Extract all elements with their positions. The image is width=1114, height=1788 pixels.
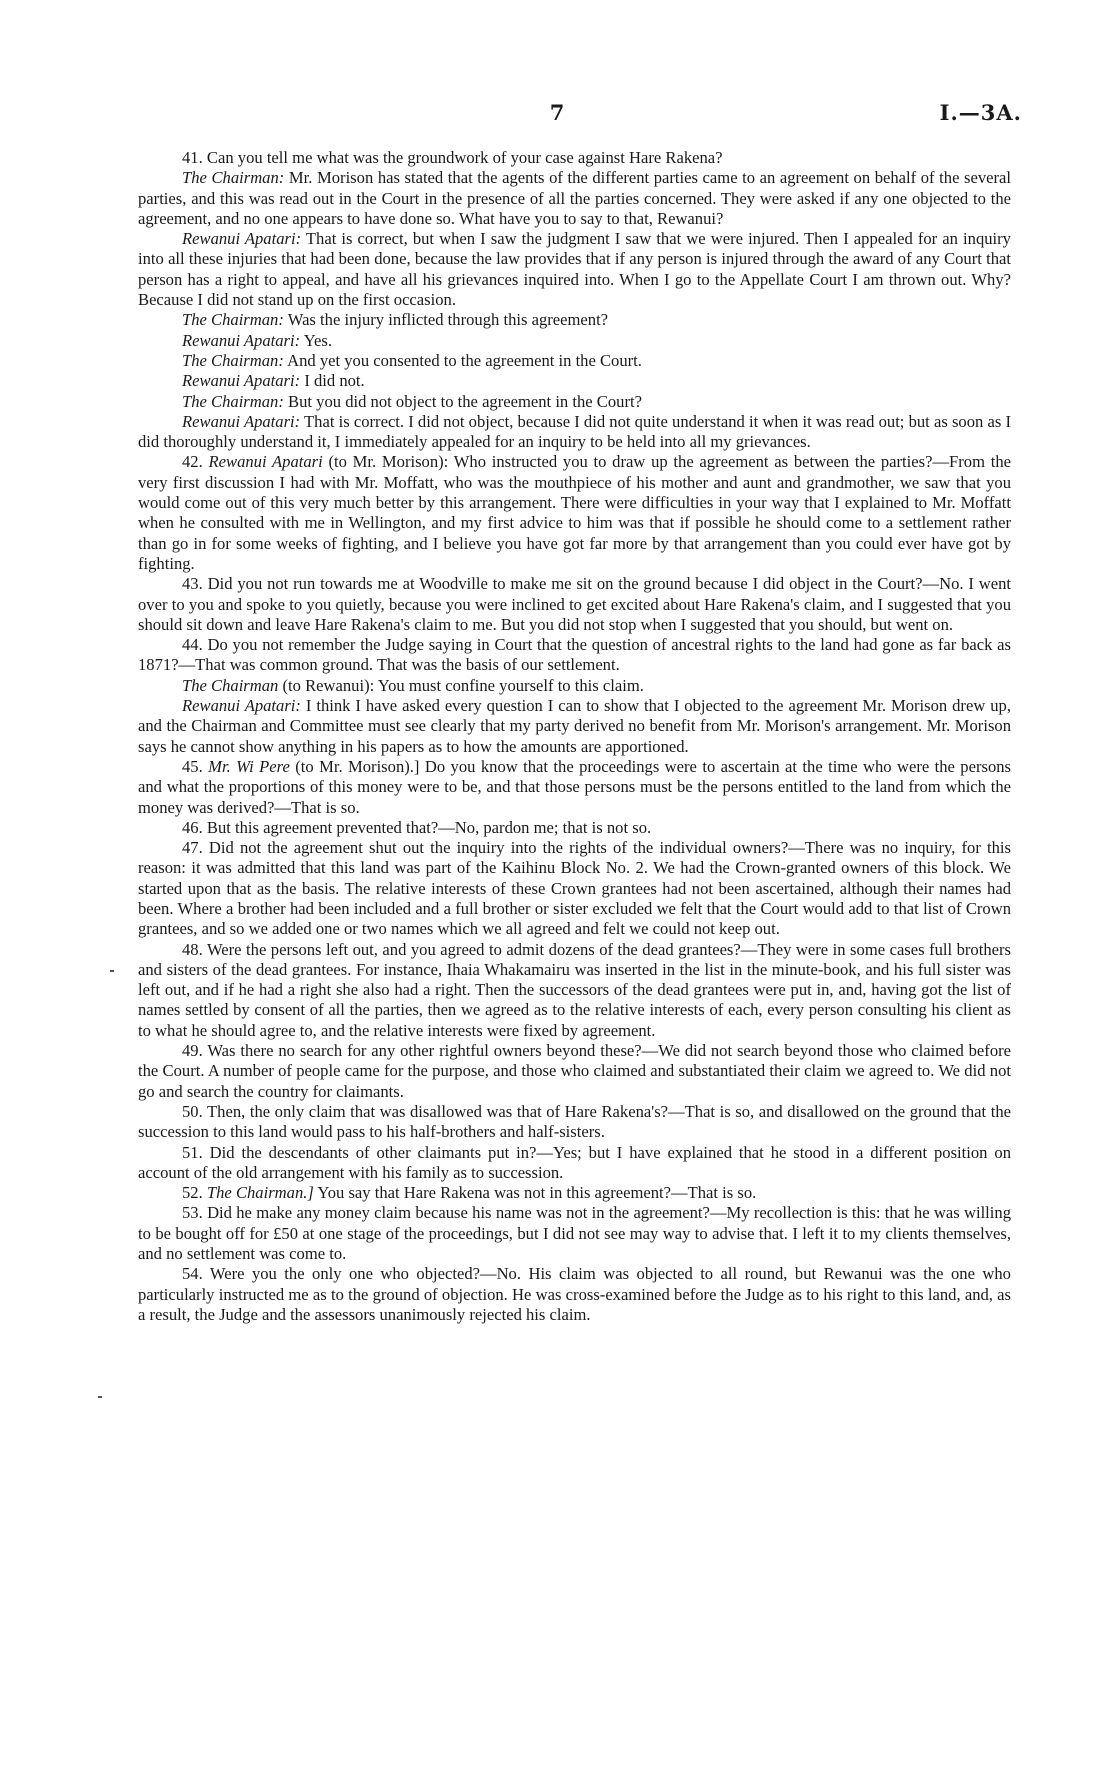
question-number: 49. [182, 1041, 203, 1061]
minutes-of-evidence [138, 148, 1011, 1325]
evidence-paragraph [138, 168, 1011, 229]
paragraph-text: Was the injury inflicted through this agreement? [287, 310, 609, 330]
speaker-name: The Chairman: [182, 350, 284, 370]
paragraph-text: Can you tell me what was the groundwork of your case against Hare Rakena? [206, 148, 723, 167]
question-number: 53. [182, 1203, 203, 1223]
paragraph-text: Who instructed you to draw up the agreement as between the parties?—From the very first discussion I had with Mr. Moffatt, who was the mouthpiece of his mother and aunt and grandmother, we saw that you would come out of this very much better by this arrangement. There were difficulties in your way that I explained to Mr. Moffatt when he consulted with me in Wellington, and my first advice to him was that if possible he should come to a settlement rather than go in for some weeks of fighting, and I believe you have got far more by that arrangement than you could ever have got by fighting. [138, 452, 1012, 573]
speaker-name: Rewanui Apatari: [182, 411, 301, 431]
evidence-paragraph [138, 310, 1011, 330]
evidence-paragraph [138, 940, 1011, 1041]
margin-mark [98, 1396, 102, 1398]
speaker-name: Mr. Wi Pere [208, 756, 290, 776]
paragraph-text: Were you the only one who objected?—No. His claim was objected to all round, but Rewanui was the one who particularly instructed me as to the ground of objection. He was cross-examined before the Judge as to his right to this land, and, as a result, the Judge and the assessors unanimously rejected his claim. [138, 1264, 1011, 1324]
paragraph-text: Did you not run towards me at Woodville to make me sit on the ground because I did object in the Court?—No. I went over to you and spoke to you quietly, because you were inclined to get excited about Hare Rakena's claim, and I suggested that you should sit down and leave Hare Rakena's claim to me. But you did not stop when I suggested that you should, but went on. [138, 574, 1011, 634]
evidence-paragraph [138, 1041, 1011, 1102]
evidence-paragraph [138, 392, 1011, 412]
paragraph-text: You say that Hare Rakena was not in this agreement?—That is so. [317, 1183, 757, 1203]
evidence-paragraph [138, 412, 1011, 453]
question-number: 44. [182, 635, 203, 655]
evidence-paragraph [138, 757, 1011, 818]
evidence-paragraph [138, 1183, 1011, 1203]
paragraph-text: Do you not remember the Judge saying in Court that the question of ancestral rights to the land had gone as far back as 1871?—That was common ground. That was the basis of our settlement. [138, 635, 1011, 675]
paragraph-text: And yet you consented to the agreement in the Court. [287, 350, 642, 370]
paragraph-text: Did he make any money claim because his name was not in the agreement?—My recollection is this: that he was willing to be bought off for £50 at one stage of the proceedings, but I did not see may way to advise that. I left it to my clients themselves, and no settlement was come to. [138, 1203, 1011, 1264]
evidence-paragraph [138, 1143, 1011, 1184]
question-number: 43. [182, 574, 203, 594]
evidence-paragraph [138, 148, 1011, 168]
paragraph-text: But you did not object to the agreement in the Court? [288, 391, 642, 411]
question-number: 46. [182, 817, 203, 837]
paragraph-text: Did not the agreement shut out the inquiry into the rights of the individual owners?—There was no inquiry, for this reason: it was admitted that this land was part of the Kaihinu Block No. 2. We had the Crown-granted owners of this block. We started upon that as the basis. The relative interests of these Crown grantees had not been ascertained, although their names had been. Where a brother had been included and a full brother or sister excluded we felt that the Court would add to that list of Crown grantees, and so we added one or two names which we all agreed and felt we could not keep out. [138, 838, 1011, 939]
question-number: 51. [182, 1142, 203, 1162]
paragraph-text: That is correct, but when I saw the judgment I saw that we were injured. Then I appealed for an inquiry into all these injuries that had been done, because the law provides that if any person is injured through the award of any Court that person has a right to appeal, and have all his grievances inquired into. When I go to the Appellate Court I am thrown out. Why? Because I did not stand up on the first occasion. [138, 229, 1011, 310]
evidence-paragraph [138, 452, 1011, 574]
question-number: 52. [182, 1183, 203, 1203]
paragraph-text: That is correct. I did not object, because I did not quite understand it when it was read out; but as soon as I did thoroughly understand it, I immediately appealed for an inquiry to be held into all my grievances. [138, 411, 1011, 452]
paragraph-text: I think I have asked every question I can to show that I objected to the agreement Mr. Morison drew up, and the Chairman and Committee must see clearly that my party derived no benefit from Mr. Morison's arrangement. Mr. Morison says he cannot show anything in his papers as to how the amounts are apportioned. [138, 696, 1011, 756]
speaker-note: (to Mr. Morison): [328, 452, 449, 472]
speaker-name: The Chairman [182, 675, 279, 695]
paragraph-text: But this agreement prevented that?—No, pardon me; that is not so. [206, 817, 652, 837]
speaker-name: The Chairman: [182, 391, 284, 411]
speaker-note: (to Rewanui): [282, 675, 375, 695]
evidence-paragraph [138, 229, 1011, 310]
evidence-paragraph [138, 371, 1011, 391]
speaker-name: Rewanui Apatari: [182, 330, 301, 350]
margin-mark [110, 970, 114, 972]
evidence-paragraph [138, 1203, 1011, 1264]
question-number: 42. [182, 452, 203, 472]
speaker-name: The Chairman.] [206, 1183, 314, 1203]
evidence-paragraph [138, 696, 1011, 757]
question-number: 47. [182, 838, 203, 858]
speaker-name: Rewanui Apatari: [182, 696, 301, 716]
speaker-name: Rewanui Apatari [208, 452, 323, 472]
evidence-paragraph [138, 818, 1011, 838]
speaker-name: Rewanui Apatari: [182, 229, 302, 249]
question-number: 48. [182, 939, 203, 959]
evidence-paragraph [138, 676, 1011, 696]
question-number: 41. [182, 148, 203, 167]
paragraph-text: Did the descendants of other claimants put in?—Yes; but I have explained that he stood in a different position on account of the old arrangement with his family as to succession. [138, 1142, 1011, 1182]
paragraph-text: Yes. [303, 330, 332, 350]
page-number: 7 [549, 100, 565, 125]
speaker-name: Rewanui Apatari: [182, 371, 301, 391]
question-number: 50. [182, 1101, 203, 1121]
speaker-name: The Chairman: [182, 310, 284, 330]
evidence-paragraph [138, 574, 1011, 635]
paragraph-text: I did not. [304, 371, 365, 391]
speaker-name: The Chairman: [182, 168, 285, 188]
paragraph-text: Were the persons left out, and you agreed to admit dozens of the dead grantees?—They were in some cases full brothers and sisters of the dead grantees. For instance, Ihaia Whakamairu was inserted in the list in the minute-book, and his full sister was left out, and if he had a right she also had a right. Then the successors of the dead grantees were put in, and, having got the list of names settled by consent of all the parties, then we agreed as to the relative interests of each, every person consulting his client as to what he should agree to, and the relative interests were fixed by agreement. [138, 939, 1011, 1040]
paragraph-text: Mr. Morison has stated that the agents of the different parties came to an agreement on behalf of the several parties, and this was read out in the Court in the presence of all the parties concerned. They were asked if any one objected to the agreement, and no one appears to have done so. What have you to say to that, Rewanui? [138, 168, 1012, 228]
question-number: 54. [182, 1264, 203, 1284]
evidence-paragraph [138, 1102, 1011, 1143]
question-number: 45. [182, 756, 203, 776]
evidence-paragraph [138, 838, 1011, 939]
speaker-note: (to Mr. Morison).] [295, 756, 420, 776]
evidence-paragraph [138, 1264, 1011, 1325]
evidence-paragraph [138, 351, 1011, 371]
page-header [0, 100, 1114, 132]
evidence-paragraph [138, 331, 1011, 351]
paragraph-text: Then, the only claim that was disallowed was that of Hare Rakena's?—That is so, and disallowed on the ground that the succession to this land would pass to his half-brothers and half-sisters. [138, 1101, 1011, 1142]
paragraph-text: Was there no search for any other rightful owners beyond these?—We did not search beyond those who claimed before the Court. A number of people came for the purpose, and those who claimed and substantiated their claim we agreed to. We did not go and search the country for claimants. [138, 1041, 1012, 1101]
evidence-paragraph [138, 635, 1011, 676]
paragraph-text: You must confine yourself to this claim. [377, 675, 644, 695]
paragraph-text: Do you know that the proceedings were to ascertain at the time who were the persons and what the proportions of this money were to be, and that those persons must be the persons entitled to the land from which the money was derived?—That is so. [138, 756, 1012, 817]
parliamentary-paper-reference: I.—3A. [939, 100, 1022, 125]
